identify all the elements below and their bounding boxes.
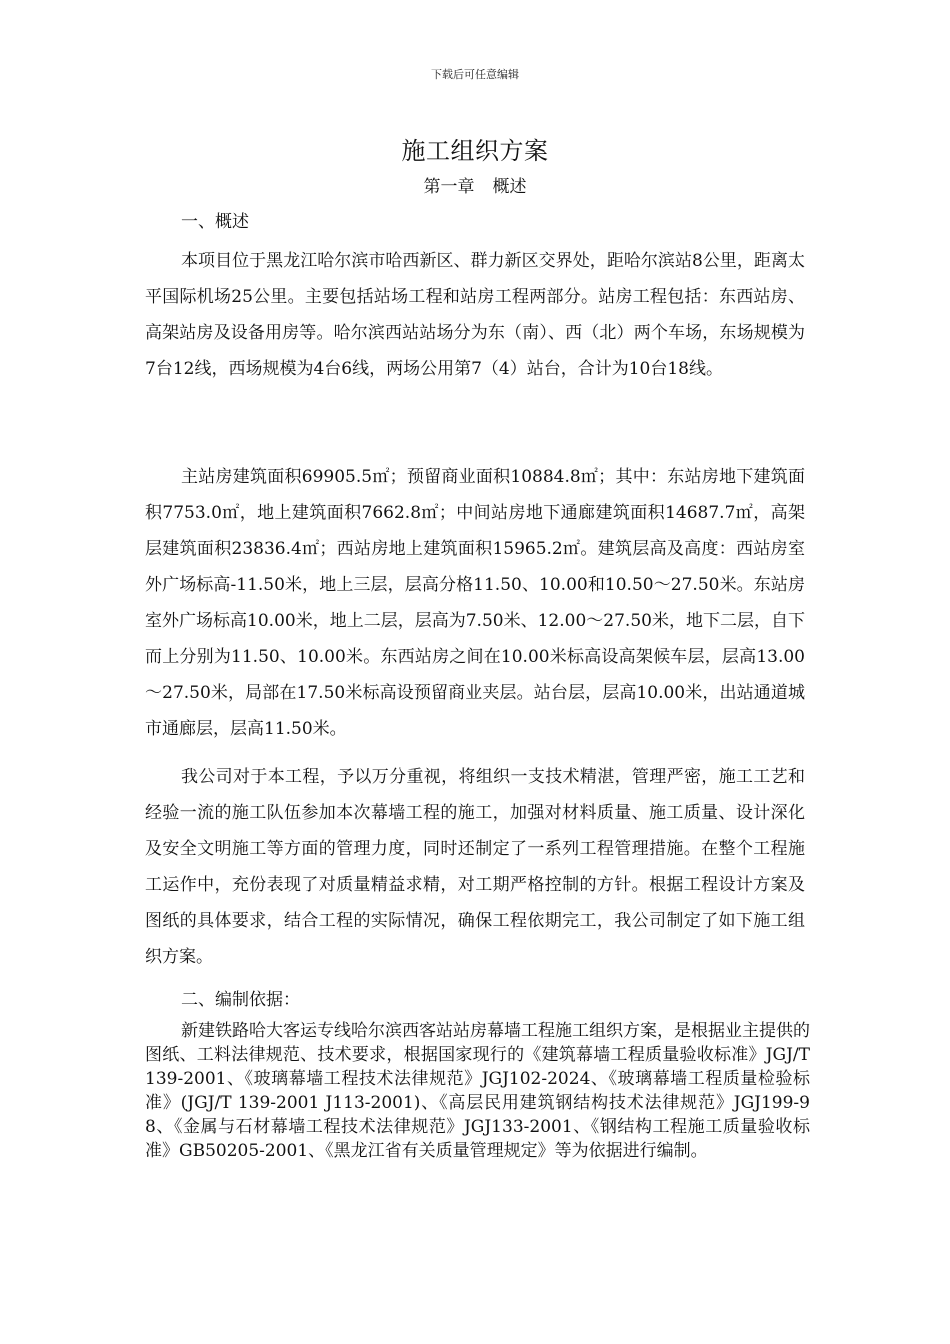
page-header-note: 下载后可任意编辑 [431,68,519,81]
paragraph-basis: 新建铁路哈大客运专线哈尔滨西客站站房幕墙工程施工组织方案，是根据业主提供的图纸、工料法律规范、技术要求，根据国家现行的《建筑幕墙工程质量验收标准》JGJ/T139-2001、《玻璃幕墙工程技术法律规范》JGJ102-2024、《玻璃幕墙工程质量检验标准》(JGJ/T 139-2001 J113-2001)、《高层民用建筑钢结构技术法律规范》JGJ199-98、《金属与石材幕墙工程技术法律规范》JGJ133-2001、《钢结构工程施工质量验收标准》GB50205-2001、《黑龙江省有关质量管理规定》等为依据进行编制。 [145,1021,810,1161]
section-heading-overview: 一、概述 [181,212,249,232]
chapter-name: 概述 [492,177,527,197]
section-heading-basis: 二、编制依据： [181,990,300,1010]
paragraph-location: 本项目位于黑龙江哈尔滨市哈西新区、群力新区交界处，距哈尔滨站8公里，距离太平国际机场25公里。主要包括站场工程和站房工程两部分。站房工程包括：东西站房、高架站房及设备用房等。哈尔滨西站站场分为东（南）、西（北）两个车场，东场规模为7台12线，西场规模为4台6线，两场公用第7（4）站台，合计为10台18线。 [145,251,805,379]
paragraph-commitment: 我公司对于本工程，予以万分重视，将组织一支技术精湛，管理严密，施工工艺和经验一流的施工队伍参加本次幕墙工程的施工，加强对材料质量、施工质量、设计深化及安全文明施工等方面的管理力度，同时还制定了一系列工程管理措施。在整个工程施工运作中，充份表现了对质量精益求精，对工期严格控制的方针。根据工程设计方案及图纸的具体要求，结合工程的实际情况，确保工程依期完工，我公司制定了如下施工组织方案。 [145,767,805,967]
chapter-heading [0,174,950,200]
paragraph-area: 主站房建筑面积69905.5㎡；预留商业面积10884.8㎡；其中：东站房地下建筑面积7753.0㎡，地上建筑面积7662.8㎡；中间站房地下通廊建筑面积14687.7㎡，高架层建筑面积23836.4㎡；西站房地上建筑面积15965.2㎡。建筑层高及高度：西站房室外广场标高-11.50米，地上三层，层高分格11.50、10.00和10.50～27.50米。东站房室外广场标高10.00米，地上二层，层高为7.50米、12.00～27.50米，地下二层，自下而上分别为11.50、10.00米。东西站房之间在10.00米标高设高架候车层，层高13.00～27.50米，局部在17.50米标高设预留商业夹层。站台层，层高10.00米，出站通道城市通廊层，层高11.50米。 [145,467,805,739]
chapter-number: 第一章 [423,177,475,197]
document-title: 施工组织方案 [401,137,549,165]
